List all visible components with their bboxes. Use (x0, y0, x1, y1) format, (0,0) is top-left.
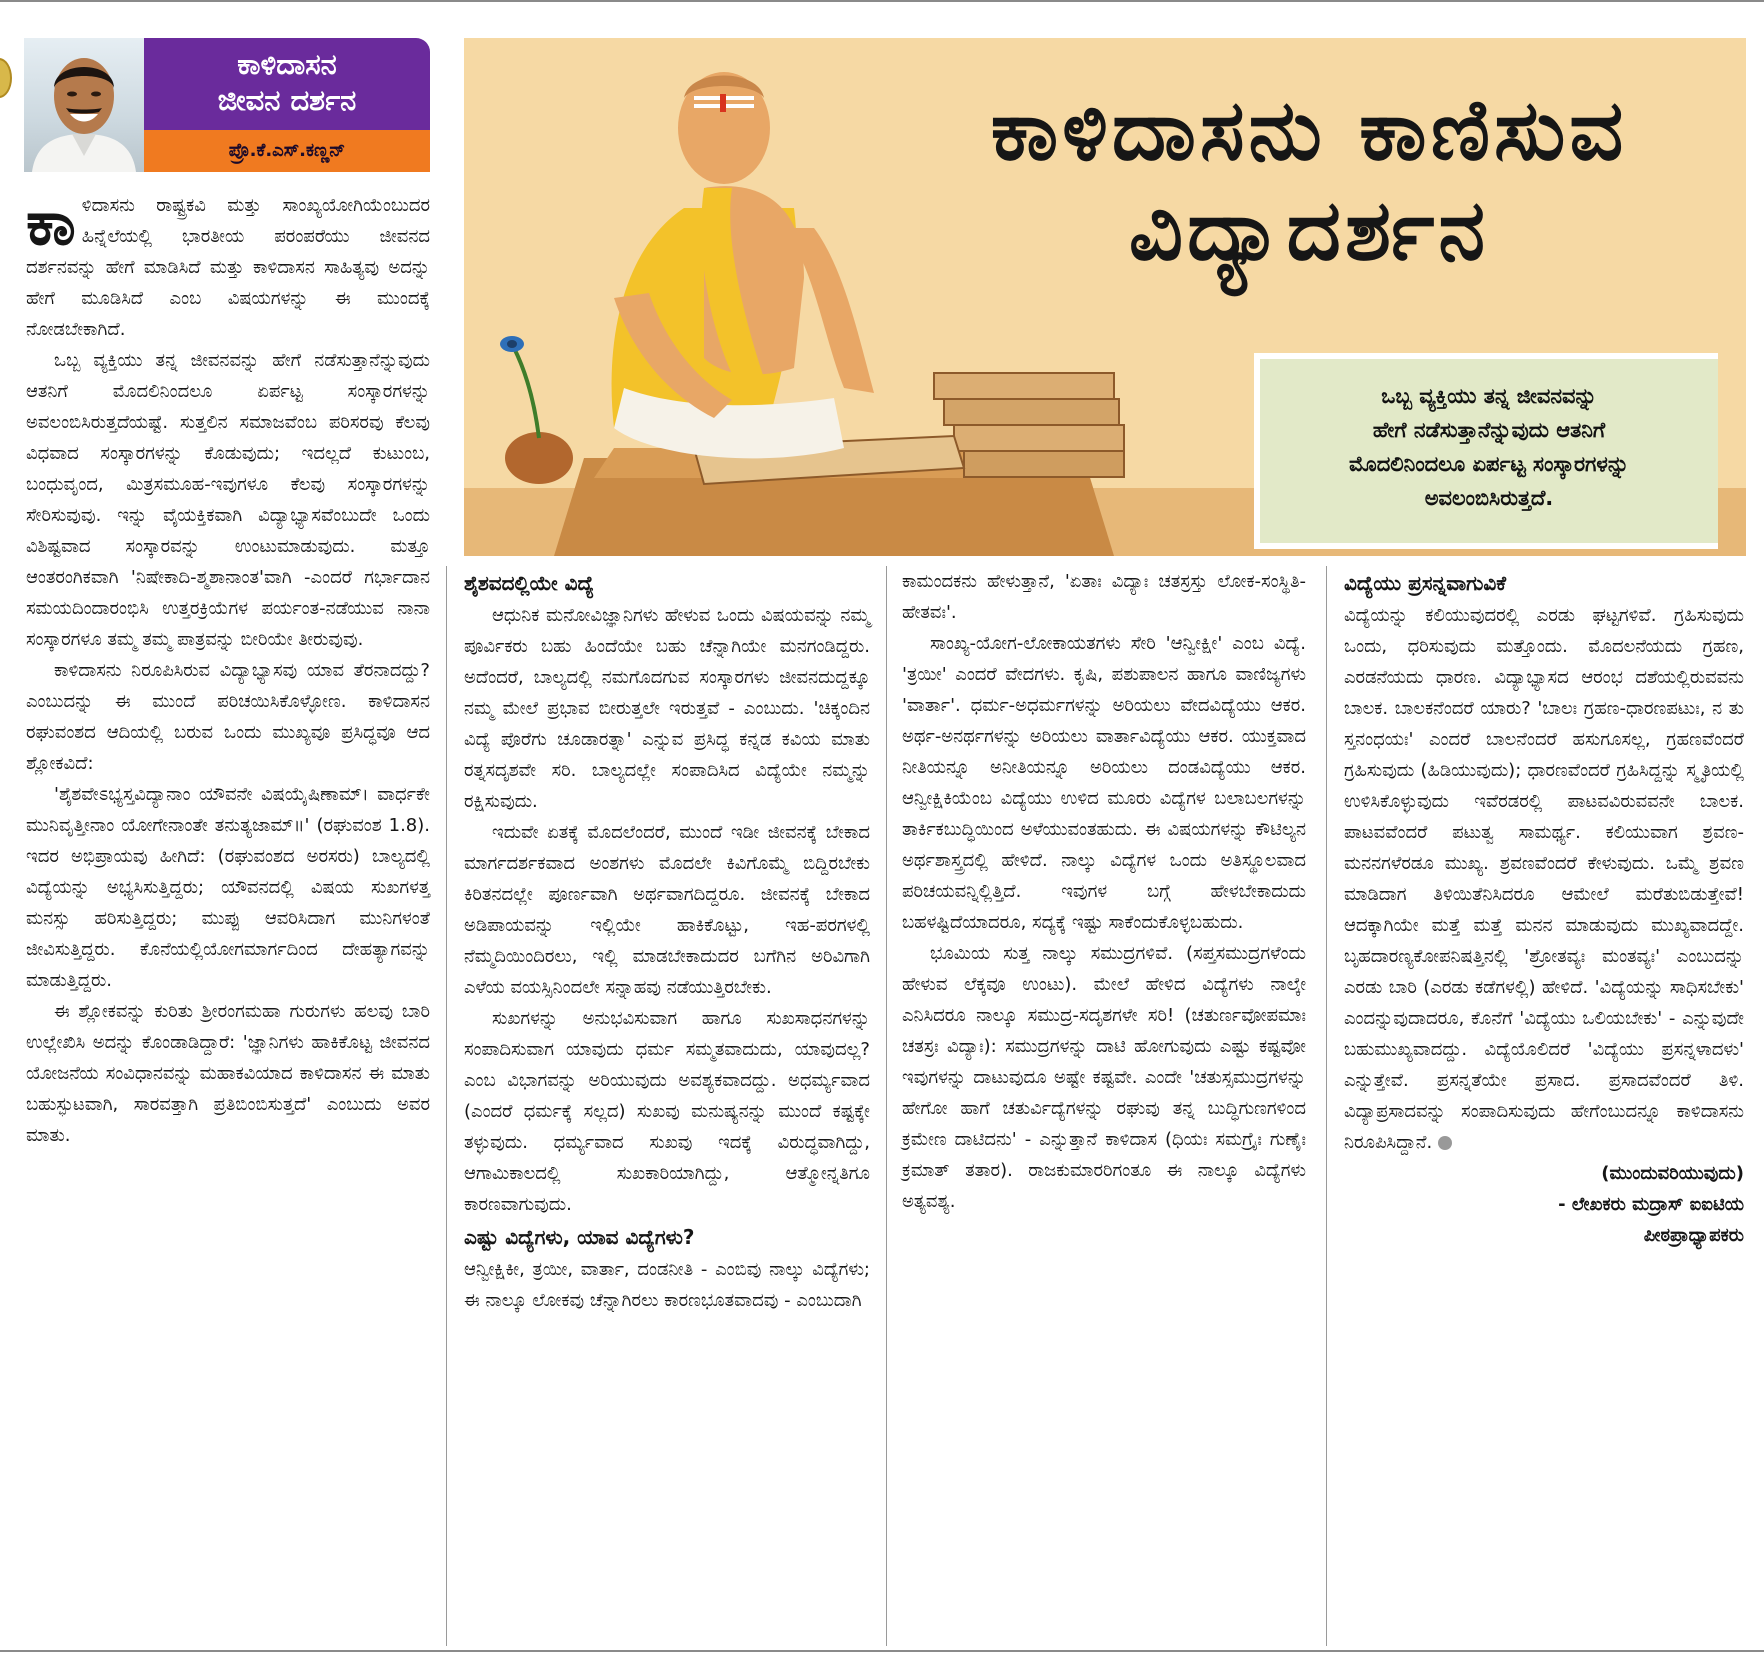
column-title-line: ಜೀವನ ದರ್ಶನ (217, 83, 357, 117)
article-paragraph: ಕಾಳಿದಾಸನು ರಾಷ್ಟ್ರಕವಿ ಮತ್ತು ಸಾಂಖ್ಯಯೋಗಿಯೆಂಬುದರ ಹಿನ್ನೆಲೆಯಲ್ಲಿ ಭಾರತೀಯ ಪರಂಪರೆಯು ಜೀವನದ ದರ್ಶನವನ್ನು ಹೇಗೆ ಮಾಡಿಸಿದೆ ಮತ್ತು ಕಾಳಿದಾಸನ ಸಾಹಿತ್ಯವು ಅದನ್ನು ಹೇಗೆ ಮೂಡಿಸಿದೆ ಎಂಬ ವಿಷಯಗಳನ್ನು ಈ ಮುಂದಕ್ಕೆ ನೋಡಬೇಕಾಗಿದೆ. (26, 186, 430, 340)
top-rule (0, 0, 1764, 2)
article-column-4 (1344, 566, 1744, 1251)
emblem-icon (0, 58, 12, 98)
article-paragraph: ಸಾಂಖ್ಯ-ಯೋಗ-ಲೋಕಾಯತಗಳು ಸೇರಿ 'ಆನ್ವೀಕ್ಷೀ' ಎಂಬ ವಿದ್ಯೆ. 'ತ್ರಯೀ' ಎಂದರೆ ವೇದಗಳು. ಕೃಷಿ, ಪಶುಪಾಲನ ಹಾಗೂ ವಾಣಿಜ್ಯಗಳು 'ವಾರ್ತಾ'. ಧರ್ಮ-ಅಧರ್ಮಗಳನ್ನು ಅರಿಯಲು ವೇದವಿದ್ಯೆಯು ಆಕರ. ಅರ್ಥ-ಅನರ್ಥಗಳನ್ನು ಅರಿಯಲು ವಾರ್ತಾವಿದ್ಯೆಯು ಆಕರ. ಯುಕ್ತವಾದ ನೀತಿಯನ್ನೂ ಅನೀತಿಯನ್ನೂ ಅರಿಯಲು ದಂಡವಿದ್ಯೆಯು ಆಕರ. ಆನ್ವೀಕ್ಷಿಕಿಯೆಂಬ ವಿದ್ಯೆಯು ಉಳಿದ ಮೂರು ವಿದ್ಯೆಗಳ ಬಲಾಬಲಗಳನ್ನು ತಾರ್ಕಿಕಬುದ್ಧಿಯಿಂದ ಅಳೆಯುವಂತಹುದು. ಈ ವಿಷಯಗಳನ್ನು ಕೌಟಿಲ್ಯನ ಅರ್ಥಶಾಸ್ತ್ರದಲ್ಲಿ ಹೇಳಿದೆ. ನಾಲ್ಕು ವಿದ್ಯೆಗಳ ಒಂದು ಅತಿಸ್ಥೂಲವಾದ ಪರಿಚಯವನ್ನಿಲ್ಲಿತ್ತಿದೆ. ಇವುಗಳ ಬಗ್ಗೆ ಹೇಳಬೇಕಾದುದು ಬಹಳಷ್ಟಿದೆಯಾದರೂ, ಸದ್ಯಕ್ಕೆ ಇಷ್ಟು ಸಾಕೆಂದುಕೊಳ್ಳಬಹುದು. (902, 633, 1306, 933)
column-divider (446, 566, 447, 1646)
section-heading: ಎಷ್ಟು ವಿದ್ಯೆಗಳು, ಯಾವ ವಿದ್ಯೆಗಳು? (464, 1225, 695, 1249)
pull-quote-line: ಒಬ್ಬ ವ್ಯಕ್ತಿಯು ತನ್ನ ಜೀವನವನ್ನು (1381, 384, 1597, 408)
column-header (24, 38, 430, 172)
pull-quote (1254, 353, 1718, 549)
drop-cap: ಕಾ (26, 186, 76, 259)
section-heading: ಶೈಶವದಲ್ಲಿಯೇ ವಿದ್ಯೆ (464, 571, 595, 595)
article-paragraph: 'ಶೈಶವೇಽಭ್ಯಸ್ತವಿದ್ಯಾನಾಂ ಯೌವನೇ ವಿಷಯೈಷಿಣಾಮ್। ವಾರ್ಧಕೇ ಮುನಿವೃತ್ತೀನಾಂ ಯೋಗೇನಾಂತೇ ತನುತ್ಯಜಾಮ್॥' (ರಘುವಂಶ 1.8). ಇದರ ಅಭಿಪ್ರಾಯವು ಹೀಗಿದೆ: (ರಘುವಂಶದ ಅರಸರು) ಬಾಲ್ಯದಲ್ಲಿ ವಿದ್ಯೆಯನ್ನು ಅಭ್ಯಸಿಸುತ್ತಿದ್ದರು; ಯೌವನದಲ್ಲಿ ವಿಷಯ ಸುಖಗಳತ್ತ ಮನಸ್ಸು ಹರಿಸುತ್ತಿದ್ದರು; ಮುಪ್ಪು ಆವರಿಸಿದಾಗ ಮುನಿಗಳಂತೆ ಜೀವಿಸುತ್ತಿದ್ದರು. ಕೊನೆಯಲ್ಲಿಯೋಗಮಾರ್ಗದಿಂದ ದೇಹತ್ಯಾಗವನ್ನು ಮಾಡುತ್ತಿದ್ದರು. (26, 784, 430, 991)
column-divider (886, 566, 887, 1646)
article-paragraph: ವಿದ್ಯೆಯನ್ನು ಕಲಿಯುವುದರಲ್ಲಿ ಎರಡು ಘಟ್ಟಗಳಿವೆ. ಗ್ರಹಿಸುವುದು ಒಂದು, ಧರಿಸುವುದು ಮತ್ತೊಂದು. ಮೊದಲನೆಯದು ಗ್ರಹಣ, ಎರಡನೆಯದು ಧಾರಣ. ವಿದ್ಯಾಭ್ಯಾಸದ ಆರಂಭ ದಶೆಯಲ್ಲಿರುವವನು ಬಾಲಕ. ಬಾಲಕನೆಂದರೆ ಯಾರು? 'ಬಾಲಃ ಗ್ರಹಣ-ಧಾರಣಪಟುಃ, ನ ತು ಸ್ತನಂಧಯಃ' ಎಂದರೆ ಬಾಲನೆಂದರೆ ಹಸುಗೂಸಲ್ಲ, ಗ್ರಹಣವೆಂದರೆ ಗ್ರಹಿಸುವುದು (ಹಿಡಿಯುವುದು); ಧಾರಣವೆಂದರೆ ಗ್ರಹಿಸಿದ್ದನ್ನು ಸ್ಮೃತಿಯಲ್ಲಿ ಉಳಿಸಿಕೊಳ್ಳುವುದು ಇವೆರಡರಲ್ಲಿ ಪಾಟವವಿರುವವನೇ ಬಾಲಕ. ಪಾಟವವೆಂದರೆ ಪಟುತ್ವ ಸಾಮರ್ಥ್ಯ. ಕಲಿಯುವಾಗ ಶ್ರವಣ-ಮನನಗಳೆರಡೂ ಮುಖ್ಯ. ಶ್ರವಣವೆಂದರೆ ಕೇಳುವುದು. ಒಮ್ಮೆ ಶ್ರವಣ ಮಾಡಿದಾಗ ತಿಳಿಯಿತೆನಿಸಿದರೂ ಆಮೇಲೆ ಮರೆತುಬಿಡುತ್ತೇವೆ! ಆದಕ್ಕಾಗಿಯೇ ಮತ್ತೆ ಮತ್ತೆ ಮನನ ಮಾಡುವುದು ಮುಖ್ಯವಾದದ್ದೇ. ಬೃಹದಾರಣ್ಯಕೋಪನಿಷತ್ತಿನಲ್ಲಿ 'ಶ್ರೋತವ್ಯಃ ಮಂತವ್ಯಃ' ಎಂಬುದನ್ನು ಎರಡು ಬಾರಿ (ಎರಡು ಕಡೆಗಳಲ್ಲಿ) ಹೇಳಿದೆ. 'ವಿದ್ಯೆಯನ್ನು ಸಾಧಿಸಬೇಕು' ಎಂದನ್ನುವುದಾದರೂ, ಕೊನೆಗೆ 'ವಿದ್ಯೆಯು ಒಲಿಯಬೇಕು' - ಎನ್ನುವುದೇ ಬಹುಮುಖ್ಯವಾದದ್ದು. ವಿದ್ಯೆಯೊಲಿದರೆ 'ವಿದ್ಯೆಯು ಪ್ರಸನ್ನಳಾದಳು' ಎನ್ನುತ್ತೇವೆ. ಪ್ರಸನ್ನತೆಯೇ ಪ್ರಸಾದ. ಪ್ರಸಾದವೆಂದರೆ ತಿಳಿ. ವಿದ್ಯಾಪ್ರಸಾದವನ್ನು ಸಂಪಾದಿಸುವುದು ಹೇಗೆಂಬುದನ್ನೂ ಕಾಳಿದಾಸನು ನಿರೂಪಿಸಿದ್ದಾನೆ. (1344, 605, 1744, 1153)
section-heading: ವಿದ್ಯೆಯು ಪ್ರಸನ್ನವಾಗುವಿಕೆ (1344, 571, 1507, 595)
author-byline: ಪೀಠಪ್ರಾಧ್ಯಾಪಕರು (1643, 1225, 1744, 1246)
column-title (144, 38, 430, 130)
headline (884, 80, 1734, 280)
author-byline: - ಲೇಖಕರು ಮದ್ರಾಸ್ ಐಐಟಿಯ (1558, 1194, 1744, 1215)
pull-quote-line: ಮೊದಲಿನಿಂದಲೂ ಏರ್ಪಟ್ಟ ಸಂಸ್ಕಾರಗಳನ್ನು (1348, 452, 1630, 476)
continued-note: (ಮುಂದುವರಿಯುವುದು) (1601, 1163, 1744, 1184)
author-name: ಪ್ರೊ.ಕೆ.ಎಸ್.ಕಣ್ಣನ್ (144, 130, 430, 172)
hero-banner (464, 38, 1746, 556)
article-column-1 (26, 186, 430, 1151)
article-paragraph: ಭೂಮಿಯ ಸುತ್ತ ನಾಲ್ಕು ಸಮುದ್ರಗಳಿವೆ. (ಸಪ್ತಸಮುದ್ರಗಳೆಂದು ಹೇಳುವ ಲೆಕ್ಕವೂ ಉಂಟು). ಮೇಲೆ ಹೇಳಿದ ವಿದ್ಯೆಗಳು ನಾಲ್ಕೇ ಎನಿಸಿದರೂ ನಾಲ್ಕೂ ಸಮುದ್ರ-ಸದೃಶಗಳೇ ಸರಿ! (ಚತುರ್ಣವೋಪಮಾಃ ಚತಸ್ರಃ ವಿದ್ಯಾಃ): ಸಮುದ್ರಗಳನ್ನು ದಾಟಿ ಹೋಗುವುದು ಎಷ್ಟು ಕಷ್ಟವೋ ಇವುಗಳನ್ನು ದಾಟುವುದೂ ಅಷ್ಟೇ ಕಷ್ಟವೇ. ಎಂದೇ 'ಚತುಸ್ಸಮುದ್ರಗಳನ್ನು ಹೇಗೋ ಹಾಗೆ ಚತುರ್ವಿದ್ಯೆಗಳನ್ನು ರಘುವು ತನ್ನ ಬುದ್ಧಿಗುಣಗಳಿಂದ ಕ್ರಮೇಣ ದಾಟಿದನು' - ಎನ್ನುತ್ತಾನೆ ಕಾಳಿದಾಸ (ಧಿಯಃ ಸಮಗ್ರೈಃ ಗುಣೈಃ ಕ್ರಮಾತ್ ತತಾರ). ರಾಜಕುಮಾರರಿಗಂತೂ ಈ ನಾಲ್ಕೂ ವಿದ್ಯೆಗಳು ಅತ್ಯವಶ್ಯ. (902, 943, 1306, 1212)
column-title-line: ಕಾಳಿದಾಸನ (237, 47, 337, 81)
author-photo (24, 38, 144, 172)
article-paragraph: ಸುಖಗಳನ್ನು ಅನುಭವಿಸುವಾಗ ಹಾಗೂ ಸುಖಸಾಧನಗಳನ್ನು ಸಂಪಾದಿಸುವಾಗ ಯಾವುದು ಧರ್ಮ ಸಮ್ಮತವಾದುದು, ಯಾವುದಲ್ಲ? ಎಂಬ ವಿಭಾಗವನ್ನು ಅರಿಯುವುದು ಅವಶ್ಯಕವಾದದ್ದು. ಅಧರ್ಮ್ಯವಾದ (ಎಂದರೆ ಧರ್ಮಕ್ಕೆ ಸಲ್ಲದ) ಸುಖವು ಮನುಷ್ಯನನ್ನು ಮುಂದೆ ಕಷ್ಟಕ್ಕೇ ತಳ್ಳುವುದು. ಧರ್ಮ್ಯವಾದ ಸುಖವು ಇದಕ್ಕೆ ವಿರುದ್ಧವಾಗಿದ್ದು, ಆಗಾಮಿಕಾಲದಲ್ಲಿ ಸುಖಕಾರಿಯಾಗಿದ್ದು, ಆತ್ಮೋನ್ನತಿಗೂ ಕಾರಣವಾಗುವುದು. (464, 1008, 870, 1215)
article-paragraph: ಕಾಳಿದಾಸನು ನಿರೂಪಿಸಿರುವ ವಿದ್ಯಾಭ್ಯಾಸವು ಯಾವ ತೆರನಾದದ್ದು? ಎಂಬುದನ್ನು ಈ ಮುಂದೆ ಪರಿಚಯಿಸಿಕೊಳ್ಳೋಣ. ಕಾಳಿದಾಸನ ರಘುವಂಶದ ಆದಿಯಲ್ಲಿ ಬರುವ ಒಂದು ಮುಖ್ಯವೂ ಪ್ರಸಿದ್ಧವೂ ಆದ ಶ್ಲೋಕವಿದೆ: (26, 660, 430, 774)
end-mark-icon (1438, 1136, 1452, 1150)
bottom-rule (0, 1650, 1764, 1652)
headline-line: ಕಾಳಿದಾಸನು ಕಾಣಿಸುವ (990, 81, 1628, 179)
article-column-3 (902, 566, 1306, 1217)
article-paragraph: ಆಧುನಿಕ ಮನೋವಿಜ್ಞಾನಿಗಳು ಹೇಳುವ ಒಂದು ವಿಷಯವನ್ನು ನಮ್ಮ ಪೂರ್ವಿಕರು ಬಹು ಹಿಂದೆಯೇ ಬಹು ಚೆನ್ನಾಗಿಯೇ ಮನಗಂಡಿದ್ದರು. ಅದೆಂದರೆ, ಬಾಲ್ಯದಲ್ಲಿ ನಮಗೊದಗುವ ಸಂಸ್ಕಾರಗಳು ಜೀವನದುದ್ದಕ್ಕೂ ನಮ್ಮ ಮೇಲೆ ಪ್ರಭಾವ ಬೀರುತ್ತಲೇ ಇರುತ್ತವೆ - ಎಂಬುದು. 'ಚಿಕ್ಕಂದಿನ ವಿದ್ಯೆ ಪೊರೆಗು ಚೂಡಾರತ್ನಾ' ಎನ್ನುವ ಪ್ರಸಿದ್ಧ ಕನ್ನಡ ಕವಿಯ ಮಾತು ರತ್ನಸದೃಶವೇ ಸರಿ. ಬಾಲ್ಯದಲ್ಲೇ ಸಂಪಾದಿಸಿದ ವಿದ್ಯೆಯೇ ನಮ್ಮನ್ನು ರಕ್ಷಿಸುವುದು. (464, 605, 870, 812)
article-column-2 (464, 566, 870, 1316)
pull-quote-line: ಹೇಗೆ ನಡೆಸುತ್ತಾನೆನ್ನುವುದು ಆತನಿಗೆ (1372, 418, 1606, 442)
column-divider (1326, 566, 1327, 1646)
article-paragraph: ಆನ್ವೀಕ್ಷಿಕೀ, ತ್ರಯೀ, ವಾರ್ತಾ, ದಂಡನೀತಿ - ಎಂಬಿವು ನಾಲ್ಕು ವಿದ್ಯೆಗಳು; ಈ ನಾಲ್ಕೂ ಲೋಕವು ಚೆನ್ನಾಗಿರಲು ಕಾರಣಭೂತವಾದವು - ಎಂಬುದಾಗಿ (464, 1259, 870, 1311)
headline-line: ವಿದ್ಯಾದರ್ಶನ (1128, 181, 1490, 279)
article-paragraph: ಕಾಮಂದಕನು ಹೇಳುತ್ತಾನೆ, 'ಏತಾಃ ವಿದ್ಯಾಃ ಚತಸ್ರಸ್ತು ಲೋಕ-ಸಂಸ್ಥಿತಿ-ಹೇತವಃ'. (902, 571, 1306, 623)
article-paragraph: ಇದುವೇ ಏತಕ್ಕೆ ಮೊದಲೆಂದರೆ, ಮುಂದೆ ಇಡೀ ಜೀವನಕ್ಕೆ ಬೇಕಾದ ಮಾರ್ಗದರ್ಶಕವಾದ ಅಂಶಗಳು ಮೊದಲೇ ಕಿವಿಗೊಮ್ಮೆ ಬಿದ್ದಿರಬೇಕು ಕಿರಿತನದಲ್ಲೇ ಪೂರ್ಣವಾಗಿ ಅರ್ಥವಾಗದಿದ್ದರೂ. ಜೀವನಕ್ಕೆ ಬೇಕಾದ ಅಡಿಪಾಯವನ್ನು ಇಲ್ಲಿಯೇ ಹಾಕಿಕೊಟ್ಟು, ಇಹ-ಪರಗಳಲ್ಲಿ ನೆಮ್ಮದಿಯಿಂದಿರಲು, ಇಲ್ಲಿ ಮಾಡಬೇಕಾದುದರ ಬಗೆಗಿನ ಅರಿವಿಗಾಗಿ ಎಳೆಯ ವಯಸ್ಸಿನಿಂದಲೇ ಸನ್ನಾಹವು ನಡೆಯುತ್ತಿರಬೇಕು. (464, 822, 870, 998)
article-paragraph: ಒಬ್ಬ ವ್ಯಕ್ತಿಯು ತನ್ನ ಜೀವನವನ್ನು ಹೇಗೆ ನಡೆಸುತ್ತಾನೆನ್ನುವುದು ಆತನಿಗೆ ಮೊದಲಿನಿಂದಲೂ ಏರ್ಪಟ್ಟ ಸಂಸ್ಕಾರಗಳನ್ನು ಅವಲಂಬಿಸಿರುತ್ತದೆಯಷ್ಟೆ. ಸುತ್ತಲಿನ ಸಮಾಜವೆಂಬ ಪರಿಸರವು ಕೆಲವು ವಿಧವಾದ ಸಂಸ್ಕಾರಗಳನ್ನು ಕೊಡುವುದು; ಇದಲ್ಲದೆ ಕುಟುಂಬ, ಬಂಧುವೃಂದ, ಮಿತ್ರಸಮೂಹ-ಇವುಗಳೂ ಕೆಲವು ಸಂಸ್ಕಾರಗಳನ್ನು ಸೇರಿಸುವುವು. ಇನ್ನು ವೈಯಕ್ತಿಕವಾಗಿ ವಿದ್ಯಾಭ್ಯಾಸವೆಂಬುದೇ ಒಂದು ವಿಶಿಷ್ಟವಾದ ಸಂಸ್ಕಾರವನ್ನು ಉಂಟುಮಾಡುವುದು. ಮತ್ತೂ ಆಂತರಂಗಿಕವಾಗಿ 'ನಿಷೇಕಾದಿ-ಶ್ಮಶಾನಾಂತ'ವಾಗಿ -ಎಂದರೆ ಗರ್ಭಾದಾನ ಸಮಯದಿಂದಾರಂಭಿಸಿ ಉತ್ತರಕ್ರಿಯೆಗಳ ಪರ್ಯಂತ-ನಡೆಯುವ ನಾನಾ ಸಂಸ್ಕಾರಗಳೂ ತಮ್ಮ ತಮ್ಮ ಪಾತ್ರವನ್ನು ಬೀರಿಯೇ ತೀರುವುವು. (26, 350, 430, 650)
article-paragraph: ಈ ಶ್ಲೋಕವನ್ನು ಕುರಿತು ಶ್ರೀರಂಗಮಹಾ ಗುರುಗಳು ಹಲವು ಬಾರಿ ಉಲ್ಲೇಖಿಸಿ ಅದನ್ನು ಕೊಂಡಾಡಿದ್ದಾರೆ: 'ಜ್ಞಾನಿಗಳು ಹಾಕಿಕೊಟ್ಟ ಜೀವನದ ಯೋಜನೆಯ ಸಂವಿಧಾನವನ್ನು ಮಹಾಕವಿಯಾದ ಕಾಳಿದಾಸನ ಈ ಮಾತು ಬಹುಸ್ಫುಟವಾಗಿ, ಸಾರವತ್ತಾಗಿ ಪ್ರತಿಬಿಂಬಿಸುತ್ತದೆ' ಎಂಬುದು ಅವರ ಮಾತು. (26, 1001, 430, 1146)
pull-quote-line: ಅವಲಂಬಿಸಿರುತ್ತದೆ. (1424, 486, 1554, 510)
